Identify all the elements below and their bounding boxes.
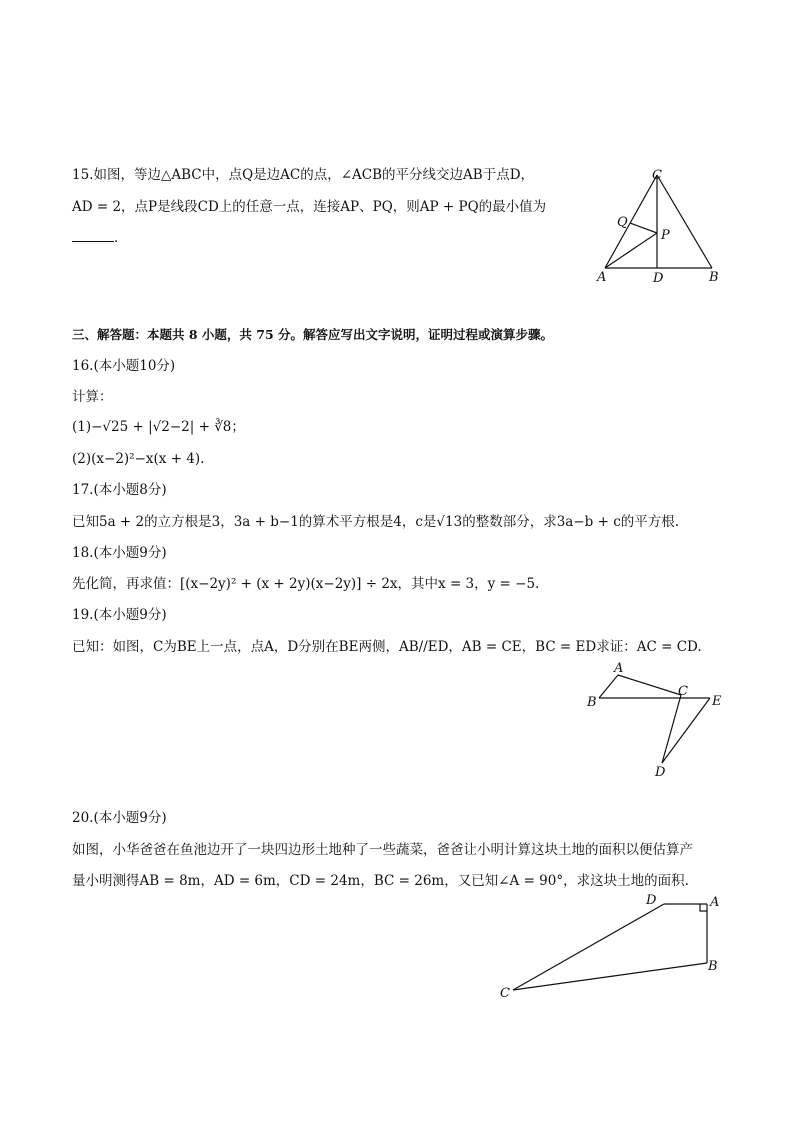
q20-line2: 量小明测得AB = 8m，AD = 6m，CD = 24m，BC = 26m，又已知∠A = 90°，求这块土地的面积.: [72, 873, 689, 889]
q20-label-d: D: [646, 893, 657, 908]
q20-line1: 如图，小华爸爸在鱼池边开了一块四边形土地种了一些蔬菜，爸爸让小明计算这块土地的面积以便估算产: [72, 842, 693, 858]
q20-header: 20.(本小题9分): [72, 810, 167, 826]
q15-label-p: P: [661, 228, 670, 243]
q15-line1: 15.如图，等边△ABC中，点Q是边AC的点，∠ACB的平分线交边AB于点D，: [72, 167, 535, 183]
q20-label-a: A: [710, 895, 720, 910]
q16-header: 16.(本小题10分): [72, 358, 176, 374]
q15-label-q: Q: [617, 215, 628, 230]
q19-label-e: E: [712, 694, 722, 709]
q20-right-angle-marker: [700, 904, 707, 911]
q17-text: 已知5a + 2的立方根是3，3a + b−1的算术平方根是4，c是√13的整数部分，求3a−b + c的平方根.: [72, 514, 680, 530]
q19-label-c: C: [678, 684, 688, 699]
q15-label-b: B: [709, 270, 719, 285]
q16-item2: (2)(x−2)²−x(x + 4).: [72, 451, 205, 467]
q19-segment-ab: [599, 675, 618, 698]
q15-line3-end: ．: [114, 230, 128, 246]
q15-label-d: D: [653, 271, 664, 286]
q20-side-cd: [513, 904, 664, 990]
q15-side-ac: [605, 175, 657, 268]
q20-quadrilateral-figure: [495, 890, 735, 1005]
q19-text: 已知：如图，C为BE上一点，点A，D分别在BE两侧，AB//ED，AB = CE，BC = ED求证：AC = CD.: [72, 639, 702, 655]
q17-header: 17.(本小题8分): [72, 482, 167, 498]
answer-blank: [72, 229, 114, 242]
q18-header: 18.(本小题9分): [72, 545, 167, 561]
q15-label-a: A: [597, 270, 607, 285]
q15-segment-pq: [630, 223, 657, 233]
q19-label-b: B: [587, 695, 597, 710]
section-3-heading: 三、解答题：本题共 8 小题，共 75 分。解答应写出文字说明，证明过程或演算步骤。: [72, 327, 554, 342]
q19-segment-ac: [618, 675, 681, 695]
q19-label-d: D: [655, 765, 666, 780]
q19-header: 19.(本小题9分): [72, 607, 167, 623]
q15-side-bc: [657, 175, 712, 268]
q16-item1: (1)−√25 + |√2−2| + ∛8；: [72, 419, 245, 435]
q19-figure: [580, 660, 730, 780]
q15-label-c: C: [652, 168, 662, 183]
q19-label-a: A: [614, 661, 624, 676]
q15-segment-ap: [605, 233, 657, 268]
q15-line2: AD = 2，点P是线段CD上的任意一点，连接AP、PQ，则AP + PQ的最小值为: [72, 199, 547, 215]
q19-segment-ed: [662, 698, 710, 763]
q18-text: 先化简，再求值：[(x−2y)² + (x + 2y)(x−2y)] ÷ 2x，其中x = 3，y = −5.: [72, 576, 540, 592]
q20-label-c: C: [500, 986, 510, 1001]
q15-triangle-figure: [590, 165, 730, 295]
q20-label-b: B: [708, 959, 718, 974]
q15-line3: [72, 229, 128, 247]
q16-prompt: 计算：: [72, 389, 113, 405]
q20-side-bc: [513, 963, 707, 990]
q19-segment-cd: [662, 695, 681, 763]
